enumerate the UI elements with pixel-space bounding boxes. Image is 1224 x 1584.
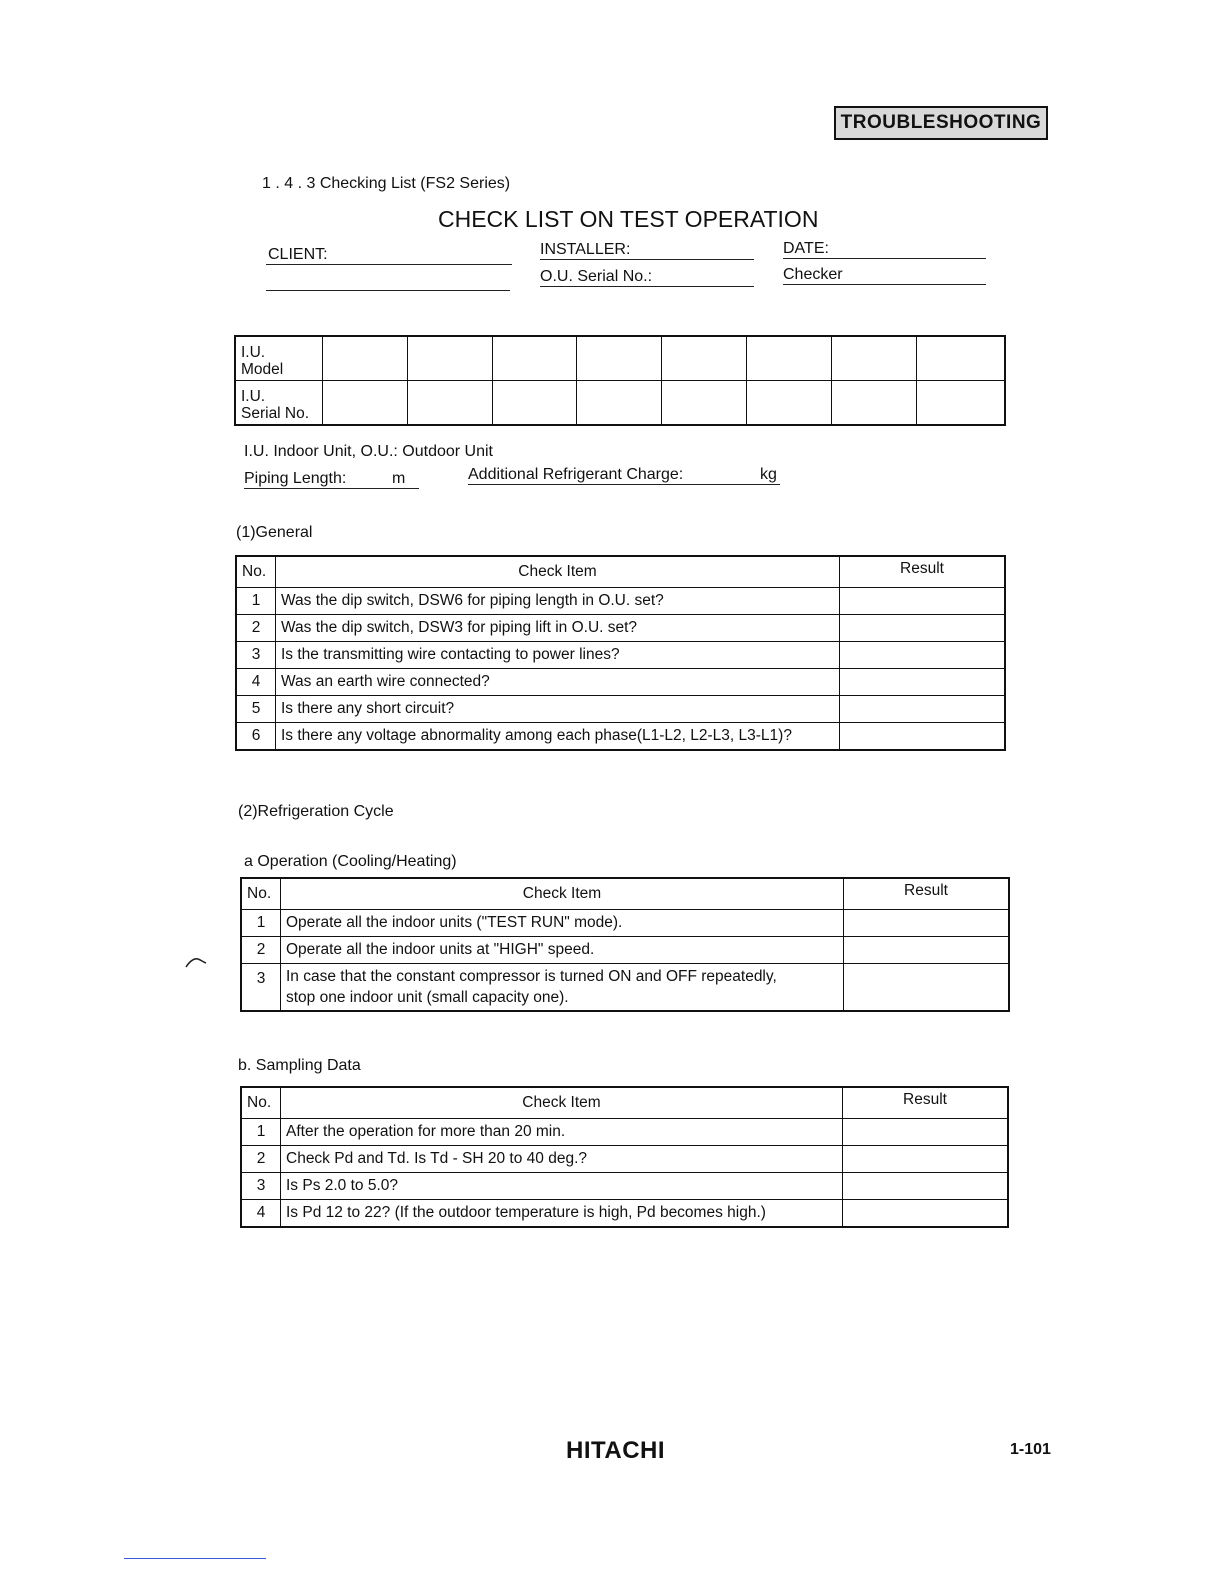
row-item: Is Ps 2.0 to 5.0? xyxy=(281,1173,843,1200)
iu-serial-cell[interactable] xyxy=(323,381,408,426)
general-heading: (1)General xyxy=(236,524,313,541)
row-no: 3 xyxy=(236,642,276,669)
table-row xyxy=(236,723,1005,751)
table-row xyxy=(241,1146,1008,1173)
row-result-cell[interactable] xyxy=(840,669,1006,696)
row-no: 1 xyxy=(241,910,281,937)
table-row xyxy=(236,642,1005,669)
iu-model-label: I.U. Model xyxy=(235,336,323,381)
row-result-cell[interactable] xyxy=(843,1146,1009,1173)
col-result-header: Result xyxy=(843,1087,1009,1119)
row-item: Is there any voltage abnormality among each phase(L1-L2, L2-L3, L3-L1)? xyxy=(276,723,840,751)
general-table xyxy=(235,555,1006,751)
table-row xyxy=(241,964,1009,1012)
iu-model-cell[interactable] xyxy=(916,336,1005,381)
row-item: Is Pd 12 to 22? (If the outdoor temperature is high, Pd becomes high.) xyxy=(281,1200,843,1228)
refrigerant-charge-label: Additional Refrigerant Charge: xyxy=(468,466,684,483)
row-item: After the operation for more than 20 min. xyxy=(281,1119,843,1146)
row-result-cell[interactable] xyxy=(840,642,1006,669)
iu-model-cell[interactable] xyxy=(662,336,747,381)
iu-serial-row xyxy=(235,381,1005,426)
row-no: 2 xyxy=(241,937,281,964)
col-no-header: No. xyxy=(236,556,276,588)
row-item: Is the transmitting wire contacting to power lines? xyxy=(276,642,840,669)
table-row xyxy=(241,1173,1008,1200)
date-field[interactable] xyxy=(783,240,986,259)
row-item: Operate all the indoor units ("TEST RUN" mode). xyxy=(281,910,844,937)
col-result-header: Result xyxy=(840,556,1006,588)
row-no: 2 xyxy=(241,1146,281,1173)
page-number: 1-101 xyxy=(1010,1441,1051,1458)
iu-model-cell[interactable] xyxy=(577,336,662,381)
refrigeration-heading: (2)Refrigeration Cycle xyxy=(238,803,394,820)
col-item-header: Check Item xyxy=(276,556,840,588)
installer-field[interactable] xyxy=(540,241,754,260)
row-item: Was the dip switch, DSW6 for piping length in O.U. set? xyxy=(276,588,840,615)
row-no: 2 xyxy=(236,615,276,642)
row-item: Was the dip switch, DSW3 for piping lift in O.U. set? xyxy=(276,615,840,642)
row-result-cell[interactable] xyxy=(844,964,1010,1012)
row-item: In case that the constant compressor is turned ON and OFF repeatedly, stop one indoor unit (small capacity one). xyxy=(281,964,844,1012)
piping-length-label: Piping Length: xyxy=(244,470,347,487)
refrigerant-charge-unit: kg xyxy=(760,466,777,483)
row-no: 1 xyxy=(241,1119,281,1146)
row-no: 4 xyxy=(236,669,276,696)
col-no-header: No. xyxy=(241,878,281,910)
ou-serial-label: O.U. Serial No.: xyxy=(540,268,653,285)
refrigerant-charge-field[interactable] xyxy=(468,466,780,485)
iu-serial-label: I.U. Serial No. xyxy=(235,381,323,426)
row-result-cell[interactable] xyxy=(844,910,1010,937)
row-result-cell[interactable] xyxy=(840,723,1006,751)
table-header-row xyxy=(236,556,1005,588)
row-result-cell[interactable] xyxy=(843,1173,1009,1200)
iu-model-row xyxy=(235,336,1005,381)
iu-serial-cell[interactable] xyxy=(407,381,492,426)
col-item-header: Check Item xyxy=(281,878,844,910)
row-item: Was an earth wire connected? xyxy=(276,669,840,696)
section-badge: TROUBLESHOOTING xyxy=(834,106,1048,140)
row-result-cell[interactable] xyxy=(840,615,1006,642)
iu-model-cell[interactable] xyxy=(407,336,492,381)
row-result-cell[interactable] xyxy=(843,1119,1009,1146)
iu-serial-cell[interactable] xyxy=(662,381,747,426)
col-result-header: Result xyxy=(844,878,1010,910)
row-result-cell[interactable] xyxy=(840,696,1006,723)
row-no: 5 xyxy=(236,696,276,723)
sampling-table xyxy=(240,1086,1009,1228)
checker-field[interactable] xyxy=(783,266,986,285)
row-item: Check Pd and Td. Is Td - SH 20 to 40 deg.? xyxy=(281,1146,843,1173)
iu-model-cell[interactable] xyxy=(492,336,577,381)
piping-length-unit: m xyxy=(392,470,406,487)
iu-serial-cell[interactable] xyxy=(831,381,916,426)
table-row xyxy=(236,669,1005,696)
iu-model-cell[interactable] xyxy=(323,336,408,381)
row-result-cell[interactable] xyxy=(840,588,1006,615)
iu-serial-cell[interactable] xyxy=(916,381,1005,426)
operation-table xyxy=(240,877,1010,1012)
checker-label: Checker xyxy=(783,266,843,283)
table-row xyxy=(236,588,1005,615)
row-no: 6 xyxy=(236,723,276,751)
row-result-cell[interactable] xyxy=(843,1200,1009,1228)
iu-model-cell[interactable] xyxy=(747,336,832,381)
installer-label: INSTALLER: xyxy=(540,241,631,258)
iu-serial-cell[interactable] xyxy=(577,381,662,426)
iu-model-cell[interactable] xyxy=(831,336,916,381)
client-label: CLIENT: xyxy=(268,246,328,263)
table-row xyxy=(241,1200,1008,1228)
table-row xyxy=(236,615,1005,642)
date-label: DATE: xyxy=(783,240,829,257)
margin-mark-icon xyxy=(184,955,208,969)
ou-serial-field[interactable] xyxy=(540,268,754,287)
row-no: 4 xyxy=(241,1200,281,1228)
footnote-divider xyxy=(124,1558,266,1559)
table-row xyxy=(236,696,1005,723)
sampling-heading: b. Sampling Data xyxy=(238,1057,361,1074)
col-no-header: No. xyxy=(241,1087,281,1119)
client-field[interactable] xyxy=(266,246,512,265)
table-row xyxy=(241,937,1009,964)
piping-length-field[interactable] xyxy=(244,470,419,489)
row-no: 1 xyxy=(236,588,276,615)
table-row xyxy=(241,910,1009,937)
section-heading: 1 . 4 . 3 Checking List (FS2 Series) xyxy=(262,175,511,192)
row-item: Is there any short circuit? xyxy=(276,696,840,723)
iu-table xyxy=(234,335,1006,426)
iu-serial-cell[interactable] xyxy=(492,381,577,426)
unit-legend: I.U. Indoor Unit, O.U.: Outdoor Unit xyxy=(244,443,493,460)
table-header-row xyxy=(241,1087,1008,1119)
brand-logo: HITACHI xyxy=(566,1437,666,1464)
row-no: 3 xyxy=(241,964,281,1012)
row-result-cell[interactable] xyxy=(844,937,1010,964)
operation-heading: a Operation (Cooling/Heating) xyxy=(244,853,457,870)
iu-serial-cell[interactable] xyxy=(747,381,832,426)
table-header-row xyxy=(241,878,1009,910)
row-no: 3 xyxy=(241,1173,281,1200)
table-row xyxy=(241,1119,1008,1146)
row-item: Operate all the indoor units at "HIGH" speed. xyxy=(281,937,844,964)
form-title: CHECK LIST ON TEST OPERATION xyxy=(438,206,819,232)
col-item-header: Check Item xyxy=(281,1087,843,1119)
client-field-line2[interactable] xyxy=(266,276,510,291)
